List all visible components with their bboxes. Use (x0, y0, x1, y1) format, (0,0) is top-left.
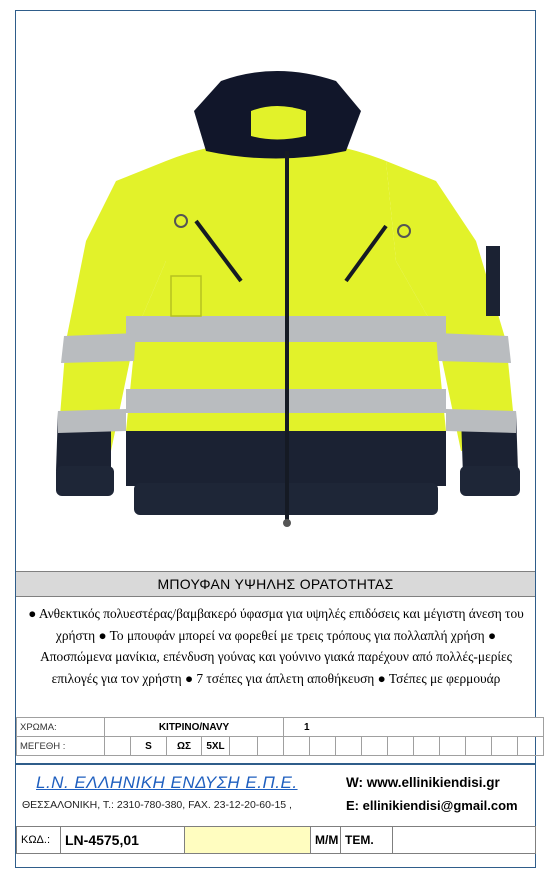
size-row (17, 737, 544, 756)
product-description: ● Ανθεκτικός πολυεστέρας/βαμβακερό ύφασμα για υψηλές επιδόσεις και μέγιστη άνεση του χρήστη ● Το μπουφάν μπορεί να φορεθεί με τρεις τρόπους για πολλαπλή χρήση ● Αποσπώμενα μανίκια, επένδυση γούνας και γούνινο γιακά παρέχουν από πολλές-μερίες επιλογές για τον χρήστη ● 7 τσέπες για άπλετη αποθήκευση ● Τσέπες με φερμουάρ (28, 606, 524, 686)
color-row (17, 718, 544, 737)
code-value: LN-4575,01 (61, 827, 185, 854)
company-info (16, 763, 535, 825)
hi-vis-jacket-photo (16, 11, 535, 569)
spec-table (16, 717, 544, 756)
product-photo (16, 11, 535, 569)
unit-label: Μ/Μ (311, 827, 341, 854)
product-title: ΜΠΟΥΦΑΝ ΥΨΗΛΗΣ ΟΡΑΤΟΤΗΤΑΣ (16, 571, 535, 597)
order-code-row (16, 826, 536, 854)
size-label: ΜΕΓΕΘΗ : (17, 737, 105, 756)
company-website[interactable]: W: www.ellinikiendisi.gr (346, 775, 500, 790)
company-name: L.N. ΕΛΛΗΝΙΚΗ ΕΝΔΥΣΗ Ε.Π.Ε. (36, 773, 298, 792)
size-cell: S (131, 737, 167, 756)
size-cell: 5XL (202, 737, 230, 756)
empty-cell (393, 827, 536, 854)
color-label: ΧΡΩΜΑ: (17, 718, 105, 737)
unit-value: ΤΕΜ. (341, 827, 393, 854)
color-value: ΚΙΤΡΙΝΟ/NAVY (105, 718, 284, 737)
size-cell: ΩΣ (167, 737, 202, 756)
product-sheet (15, 10, 536, 868)
code-label: ΚΩΔ.: (17, 827, 61, 854)
quantity-input[interactable] (185, 827, 311, 854)
color-qty: 1 (284, 718, 544, 737)
company-address: ΘΕΣΣΑΛΟΝΙΚΗ, Τ.: 2310-780-380, FAX. 23-12-20-60-15 , (22, 799, 292, 811)
company-email[interactable]: E: ellinikiendisi@gmail.com (346, 798, 518, 813)
